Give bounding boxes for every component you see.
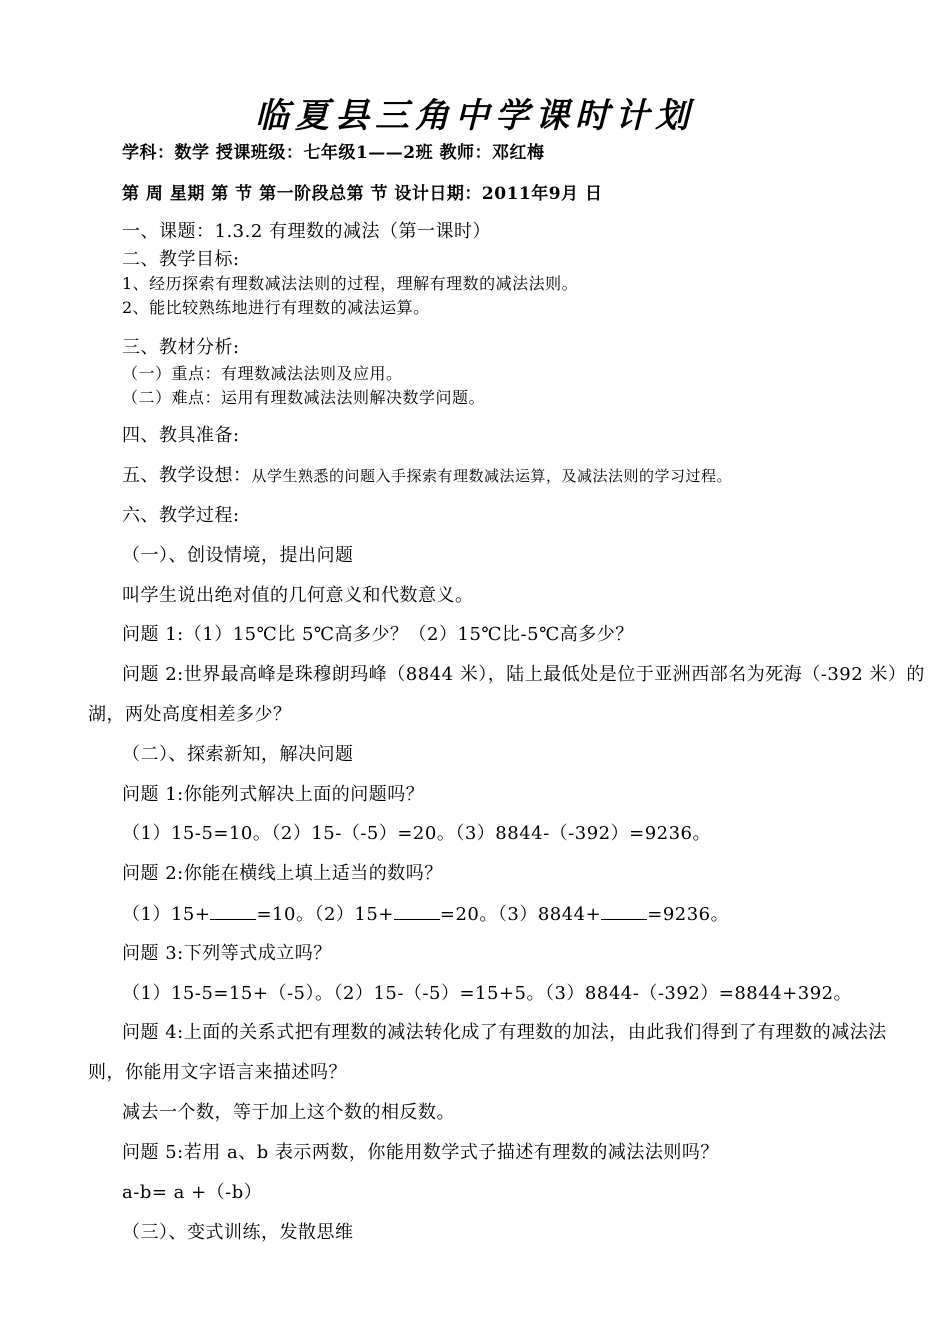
section-design-idea (122, 465, 732, 487)
section-objectives-heading: 二、教学目标: (122, 249, 240, 270)
process-part-3-title: （三）、变式训练，发散思维 (122, 1222, 354, 1243)
design-idea-label: 五、教学设想： (122, 465, 252, 486)
design-idea-text: 从学生熟悉的问题入手探索有理数减法运算，及减法法则的学习过程。 (251, 467, 733, 485)
process-2-formula: a-b= a +（-b） (122, 1182, 263, 1203)
fill-blank-2 (394, 903, 440, 920)
objective-item-1: 1、经历探索有理数减法法则的过程，理解有理数的减法法则。 (122, 274, 579, 293)
objective-item-2: 2、能比较熟练地进行有理数的减法运算。 (122, 298, 430, 317)
process-1-intro: 叫学生说出绝对值的几何意义和代数意义。 (122, 585, 474, 606)
header-subject-line: 学科：数学 授课班级：七年级1——2班 教师：邓红梅 (122, 143, 545, 163)
process-part-1-title: （一）、创设情境，提出问题 (122, 545, 354, 566)
section-topic: 一、课题：1.3.2 有理数的减法（第一课时） (122, 221, 492, 242)
process-2-question-4-line-2: 则，你能用文字语言来描述吗？ (88, 1062, 347, 1083)
process-2-answer-2 (122, 903, 729, 926)
analysis-difficulty: （二）难点：运用有理数减法法则解决数学问题。 (122, 388, 486, 407)
section-analysis-heading: 三、教材分析: (122, 337, 240, 358)
header-schedule-line: 第 周 星期 第 节 第一阶段总第 节 设计日期：2011年9月 日 (122, 184, 603, 204)
fill-part-4: =9236。 (647, 904, 730, 925)
process-2-question-5: 问题 5:若用 a、b 表示两数，你能用数学式子描述有理数的减法法则吗？ (122, 1142, 719, 1163)
analysis-key-point: （一）重点：有理数减法法则及应用。 (122, 364, 403, 383)
section-process-heading: 六、教学过程: (122, 505, 240, 526)
fill-part-2: =10。（2）15+ (256, 904, 394, 925)
process-2-answer-3: （1）15-5=15+（-5）。（2）15-（-5）=15+5。（3）8844-（-392）=8844+392。 (122, 983, 853, 1004)
process-2-question-4-line-1: 问题 4:上面的关系式把有理数的减法转化成了有理数的加法，由此我们得到了有理数的减法法 (122, 1022, 887, 1043)
fill-blank-3 (601, 903, 647, 920)
page-title: 临夏县三角中学课时计划 (255, 96, 695, 136)
process-1-question-2-line-2: 湖，两处高度相差多少？ (88, 704, 292, 725)
process-2-question-2: 问题 2:你能在横线上填上适当的数吗？ (122, 863, 443, 884)
process-2-rule-statement: 减去一个数，等于加上这个数的相反数。 (122, 1102, 455, 1123)
fill-part-1: （1）15+ (122, 904, 211, 925)
process-2-question-3: 问题 3:下列等式成立吗？ (122, 943, 332, 964)
process-2-answer-1: （1）15-5=10。（2）15-（-5）=20。（3）8844-（-392）=9236。 (122, 823, 712, 844)
fill-blank-1 (210, 903, 256, 920)
process-part-2-title: （二）、探索新知，解决问题 (122, 744, 354, 765)
fill-part-3: =20。（3）8844+ (439, 904, 602, 925)
section-materials-heading: 四、教具准备: (122, 425, 240, 446)
process-1-question-2-line-1: 问题 2:世界最高峰是珠穆朗玛峰（8844 米），陆上最低处是位于亚洲西部名为死海（-392 米）的 (122, 664, 925, 685)
process-2-question-1: 问题 1:你能列式解决上面的问题吗？ (122, 784, 425, 805)
process-1-question-1: 问题 1:（1）15℃比 5℃高多少？（2）15℃比-5℃高多少？ (122, 624, 634, 645)
